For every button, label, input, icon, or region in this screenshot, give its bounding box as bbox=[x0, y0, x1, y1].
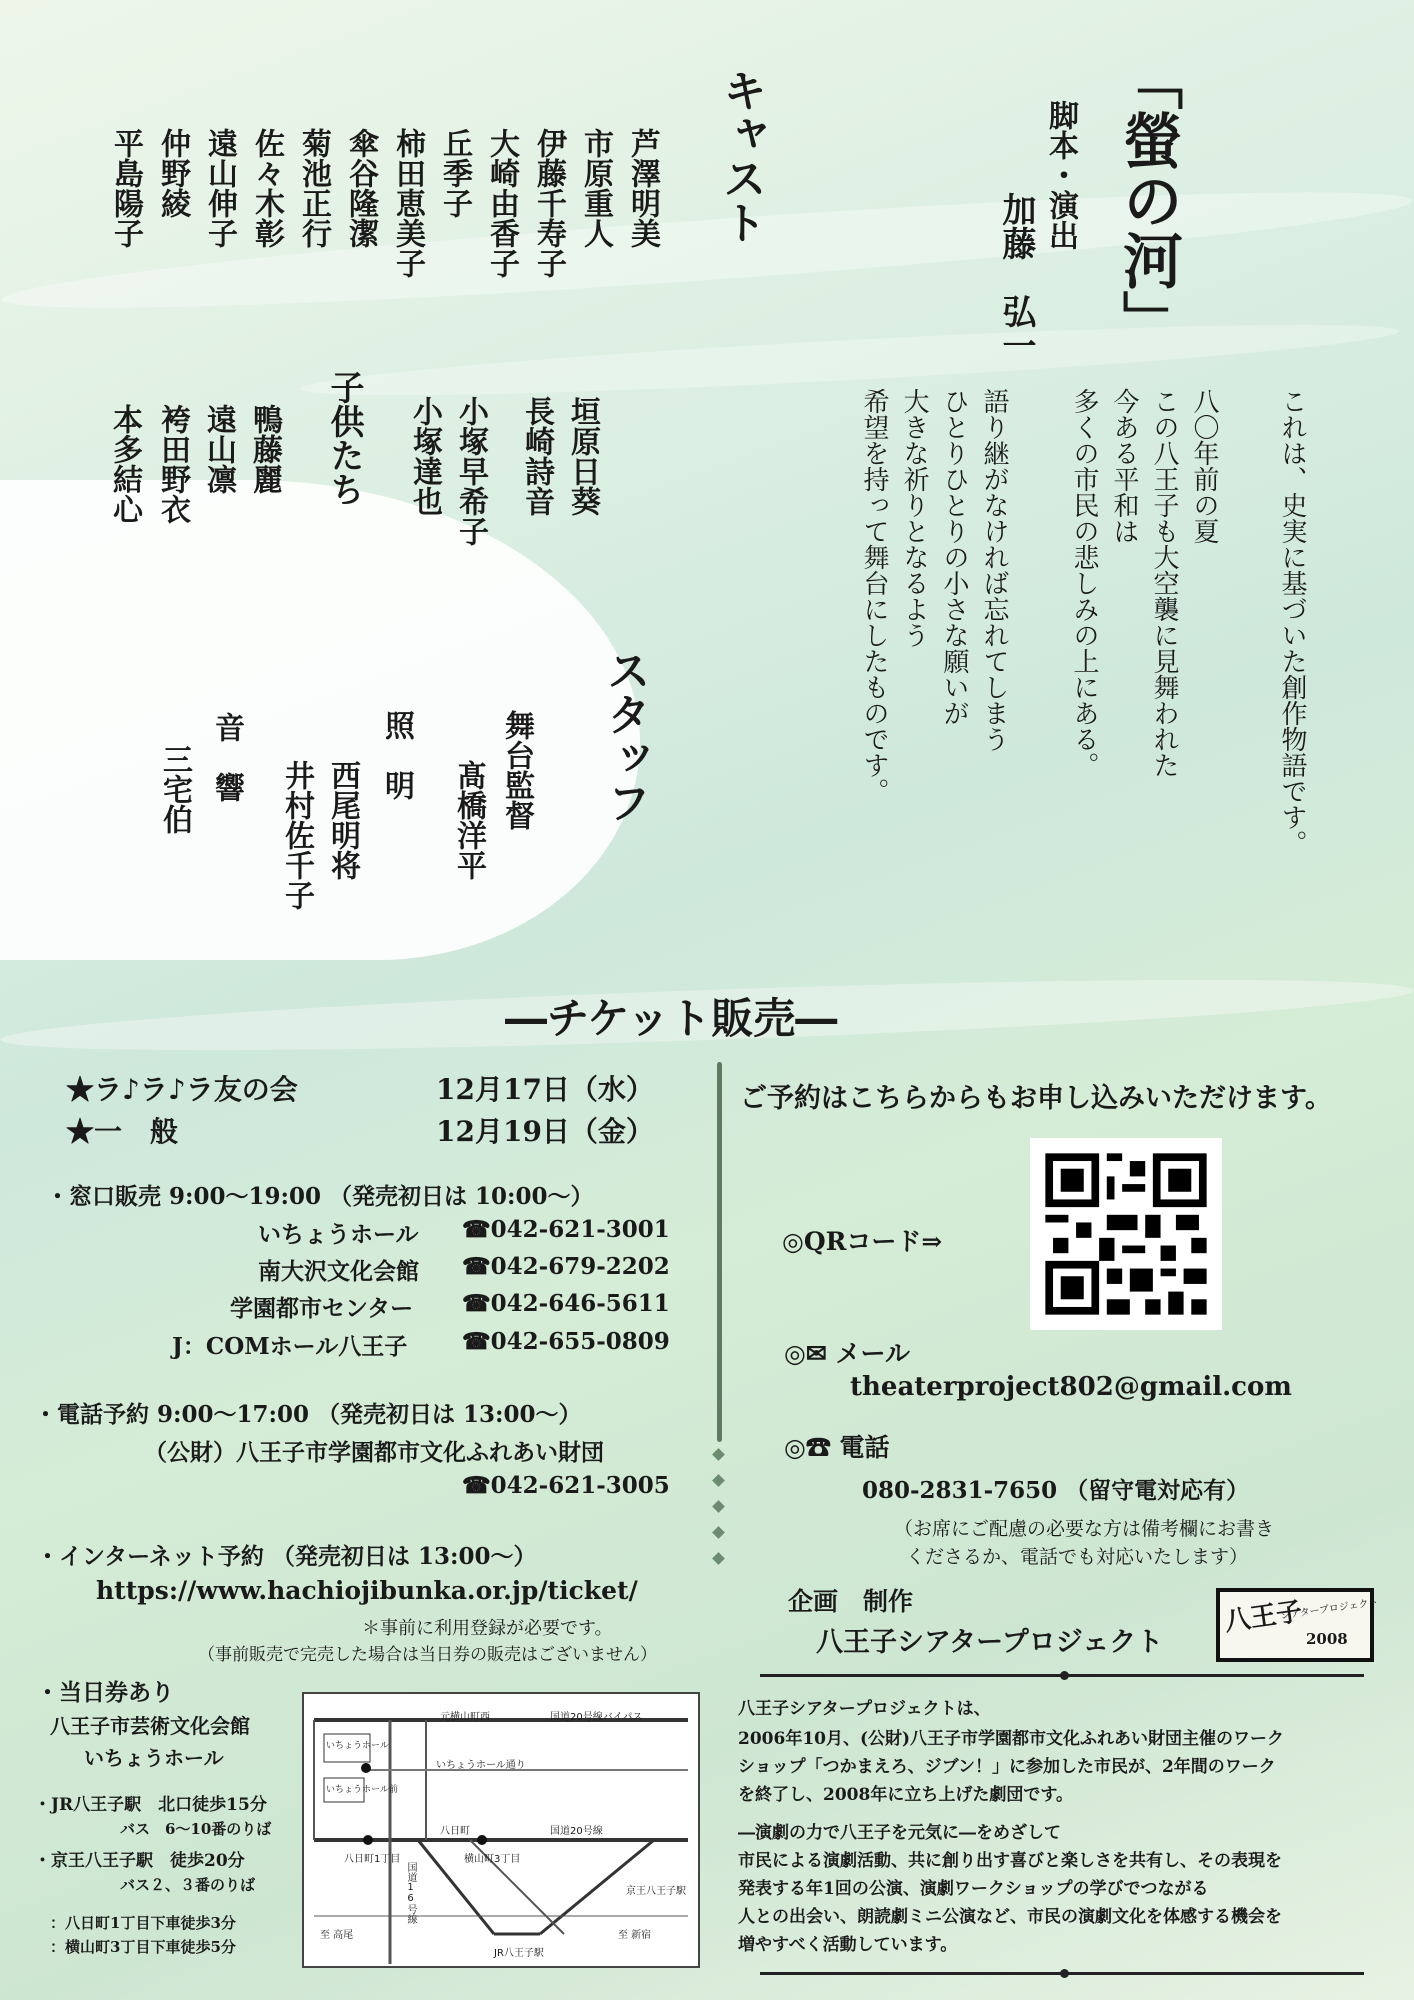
mail-label: ◎✉ メール bbox=[784, 1339, 910, 1368]
map-label: 京王八王子駅 bbox=[626, 1886, 686, 1897]
about-line: ―演劇の力で八王子を元気に―をめざして bbox=[738, 1823, 1061, 1843]
synopsis-line: 今ある平和は bbox=[1109, 388, 1139, 544]
logo-main-text: 八王子 bbox=[1222, 1596, 1305, 1638]
map-label: 八日町1丁目 bbox=[344, 1854, 401, 1865]
cast-member: 柿田恵美子 bbox=[390, 128, 425, 278]
about-line: ショップ「つかまえろ、ジブン！」に参加した市民が、2年間のワーク bbox=[738, 1757, 1276, 1777]
credit-role: 脚本・演出 bbox=[1043, 100, 1078, 250]
map-label: いちょうホール通り bbox=[436, 1760, 526, 1771]
presale-date: 12月17日（水） bbox=[436, 1073, 654, 1106]
synopsis-line: この八王子も大空襲に見舞われた bbox=[1149, 388, 1179, 778]
venue-name: 南大沢文化会館 bbox=[258, 1258, 419, 1285]
access-line: バス２、３番のりば bbox=[120, 1876, 256, 1894]
column-divider bbox=[717, 1062, 722, 1442]
tel-number: 080-2831-7650 （留守電対応有） bbox=[862, 1477, 1250, 1504]
synopsis-line: これは、史実に基づいた創作物語です。 bbox=[1277, 388, 1307, 856]
reservation-note: くださるか、電話でも対応いたします） bbox=[906, 1546, 1249, 1568]
phone-org: （公財）八王子市学園都市文化ふれあい財団 bbox=[144, 1439, 604, 1466]
children-heading: 子供たち bbox=[324, 370, 364, 506]
access-line: ・京王八王子駅 徒歩20分 bbox=[34, 1851, 245, 1871]
map-label: 国道16号線 bbox=[405, 1862, 416, 1924]
access-map bbox=[302, 1692, 700, 1968]
venue-name: 学園都市センター bbox=[230, 1295, 414, 1322]
venue-name-line: いちょうホール bbox=[84, 1746, 224, 1770]
synopsis-line: 八〇年前の夏 bbox=[1189, 388, 1219, 544]
synopsis-line: ひとりひとりの小さな願いが bbox=[939, 388, 969, 726]
phone-tel: ☎042-621-3005 bbox=[462, 1472, 670, 1499]
tel-label: ◎☎ 電話 bbox=[784, 1433, 890, 1462]
staff-role: 音 響 bbox=[209, 712, 244, 802]
about-line: 八王子シアタープロジェクトは、 bbox=[738, 1699, 991, 1719]
phone-reservation: ・電話予約 9:00〜17:00 （発売初日は 13:00〜） bbox=[34, 1401, 582, 1428]
divider-ornament bbox=[712, 1552, 725, 1565]
map-label: 至 新宿 bbox=[618, 1930, 652, 1941]
cast-member: 長崎詩音 bbox=[519, 396, 554, 516]
staff-role: 照 明 bbox=[379, 710, 414, 800]
venue-name-line: 八王子市芸術文化会館 bbox=[50, 1714, 250, 1738]
credit-name: 加藤 弘一 bbox=[996, 192, 1036, 362]
venue-tel: ☎042-621-3001 bbox=[462, 1216, 670, 1243]
cast-member: 傘谷隆潔 bbox=[343, 128, 378, 248]
cast-heading: キャスト bbox=[715, 68, 766, 244]
divider-ornament bbox=[712, 1500, 725, 1513]
map-label: 国道20号線 bbox=[550, 1826, 603, 1837]
cast-member: 遠山伸子 bbox=[202, 128, 237, 248]
access-line: ：横山町3丁目下車徒歩5分 bbox=[50, 1938, 236, 1956]
about-line: を終了し、2008年に立ち上げた劇団です。 bbox=[738, 1785, 1073, 1805]
reservation-note: （お席にご配慮の必要な方は備考欄にお書き bbox=[894, 1518, 1275, 1540]
about-line: 市民による演劇活動、共に創り出す喜びと楽しさを共有し、その表現を bbox=[738, 1851, 1282, 1871]
mail-address[interactable]: theaterproject802@gmail.com bbox=[850, 1372, 1292, 1402]
staff-name: 井村佐千子 bbox=[279, 760, 314, 910]
window-sales: ・窓口販売 9:00〜19:00 （発売初日は 10:00〜） bbox=[46, 1183, 594, 1210]
presale-label: ★ラ♪ラ♪ラ友の会 bbox=[66, 1073, 298, 1106]
map-label: 至 高尾 bbox=[320, 1930, 354, 1941]
qr-code[interactable] bbox=[1030, 1138, 1222, 1330]
staff-role: 舞台監督 bbox=[499, 710, 534, 830]
staff-name: 髙橋洋平 bbox=[451, 760, 486, 880]
synopsis-line: 語り継がなければ忘れてしまう bbox=[979, 388, 1009, 752]
map-label: いちょうホール前 bbox=[326, 1785, 398, 1795]
cast-member: 本多結心 bbox=[107, 404, 142, 524]
internet-reservation: ・インターネット予約 （発売初日は 13:00〜） bbox=[36, 1543, 537, 1570]
cast-member: 遠山凛 bbox=[201, 404, 236, 494]
venue-name: J：COMホール八王子 bbox=[172, 1333, 408, 1360]
venue-tel: ☎042-646-5611 bbox=[462, 1290, 670, 1317]
cast-member: 垣原日葵 bbox=[565, 396, 600, 516]
about-line: 人との出会い、朗読劇ミニ公演など、市民の演劇文化を体感する機会を bbox=[738, 1907, 1282, 1927]
cast-member: 佐々木彰 bbox=[249, 128, 284, 248]
cast-member: 鴨藤麗 bbox=[247, 404, 282, 494]
staff-heading: スタッフ bbox=[599, 648, 650, 824]
bg-white-swoosh bbox=[0, 480, 640, 960]
staff-name: 西尾明将 bbox=[325, 760, 360, 880]
about-line: 発表する年1回の公演、演劇ワークショップの学びでつながる bbox=[738, 1879, 1209, 1899]
qr-label: ◎QRコード⇒ bbox=[782, 1227, 943, 1256]
map-label: 国道20号線バイパス bbox=[550, 1712, 643, 1723]
cast-member: 仲野綾 bbox=[155, 128, 190, 218]
map-label: いちょうホール bbox=[326, 1741, 389, 1751]
play-title: 「螢の河」 bbox=[1113, 50, 1183, 350]
cast-member: 丘季子 bbox=[437, 128, 472, 218]
cast-member: 袴田野衣 bbox=[155, 404, 190, 524]
cast-member: 平島陽子 bbox=[108, 128, 143, 248]
map-label: 横山町3丁目 bbox=[464, 1854, 521, 1865]
synopsis-line: 大きな祈りとなるよう bbox=[899, 388, 929, 648]
about-line: 増やすべく活動しています。 bbox=[738, 1935, 958, 1955]
divider-ornament bbox=[712, 1448, 725, 1461]
note: ＊事前に利用登録が必要です。 bbox=[362, 1618, 613, 1639]
venue-name: いちょうホール bbox=[258, 1221, 419, 1248]
rule-ornament bbox=[1060, 1969, 1069, 1978]
staff-name: 三宅伯 bbox=[157, 744, 192, 834]
cast-member: 大崎由香子 bbox=[484, 128, 519, 278]
note: （事前販売で完売した場合は当日券の販売はございません） bbox=[198, 1645, 657, 1665]
qr-pattern bbox=[1030, 1138, 1222, 1330]
map-label: JR八王子駅 bbox=[494, 1948, 544, 1959]
reservation-intro: ご予約はこちらからもお申し込みいただけます。 bbox=[740, 1083, 1332, 1114]
cast-member: 小塚達也 bbox=[407, 396, 442, 516]
cast-member: 小塚早希子 bbox=[453, 396, 488, 546]
presale-label: ★一 般 bbox=[66, 1115, 179, 1148]
cast-member: 伊藤千寿子 bbox=[531, 128, 566, 278]
presale-date: 12月19日（金） bbox=[436, 1115, 654, 1148]
producer-name: 八王子シアタープロジェクト bbox=[816, 1627, 1164, 1658]
divider-ornament bbox=[712, 1474, 725, 1487]
cast-member: 菊池正行 bbox=[296, 128, 331, 248]
rule-ornament bbox=[1060, 1671, 1069, 1680]
cast-member: 芦澤明美 bbox=[625, 128, 660, 248]
synopsis-line: 多くの市民の悲しみの上にある。 bbox=[1069, 388, 1099, 778]
producer-label: 企画 制作 bbox=[788, 1587, 914, 1616]
map-label: 元横山町西 bbox=[440, 1712, 490, 1723]
synopsis-line: 希望を持って舞台にしたものです。 bbox=[859, 388, 889, 804]
map-label: 八日町 bbox=[440, 1826, 470, 1837]
troupe-logo bbox=[1216, 1588, 1380, 1662]
day-ticket: ・当日券あり bbox=[36, 1679, 174, 1706]
venue-tel: ☎042-655-0809 bbox=[462, 1328, 670, 1355]
ticket-url[interactable]: https://www.hachiojibunka.or.jp/ticket/ bbox=[96, 1576, 638, 1605]
cast-member: 市原重人 bbox=[578, 128, 613, 248]
ticket-heading: ―チケット販売― bbox=[505, 994, 838, 1043]
about-line: 2006年10月、(公財)八王子市学園都市文化ふれあい財団主催のワーク bbox=[738, 1729, 1285, 1749]
divider-ornament bbox=[712, 1526, 725, 1539]
logo-year: 2008 bbox=[1306, 1630, 1348, 1648]
access-line: ：八日町1丁目下車徒歩3分 bbox=[50, 1914, 236, 1932]
access-line: ・JR八王子駅 北口徒歩15分 bbox=[34, 1795, 267, 1815]
venue-tel: ☎042-679-2202 bbox=[462, 1253, 670, 1280]
bg-white-band bbox=[300, 311, 1401, 409]
access-line: バス 6〜10番のりば bbox=[120, 1820, 272, 1838]
logo-sub-text: シアタープロジェクト bbox=[1279, 1597, 1380, 1622]
